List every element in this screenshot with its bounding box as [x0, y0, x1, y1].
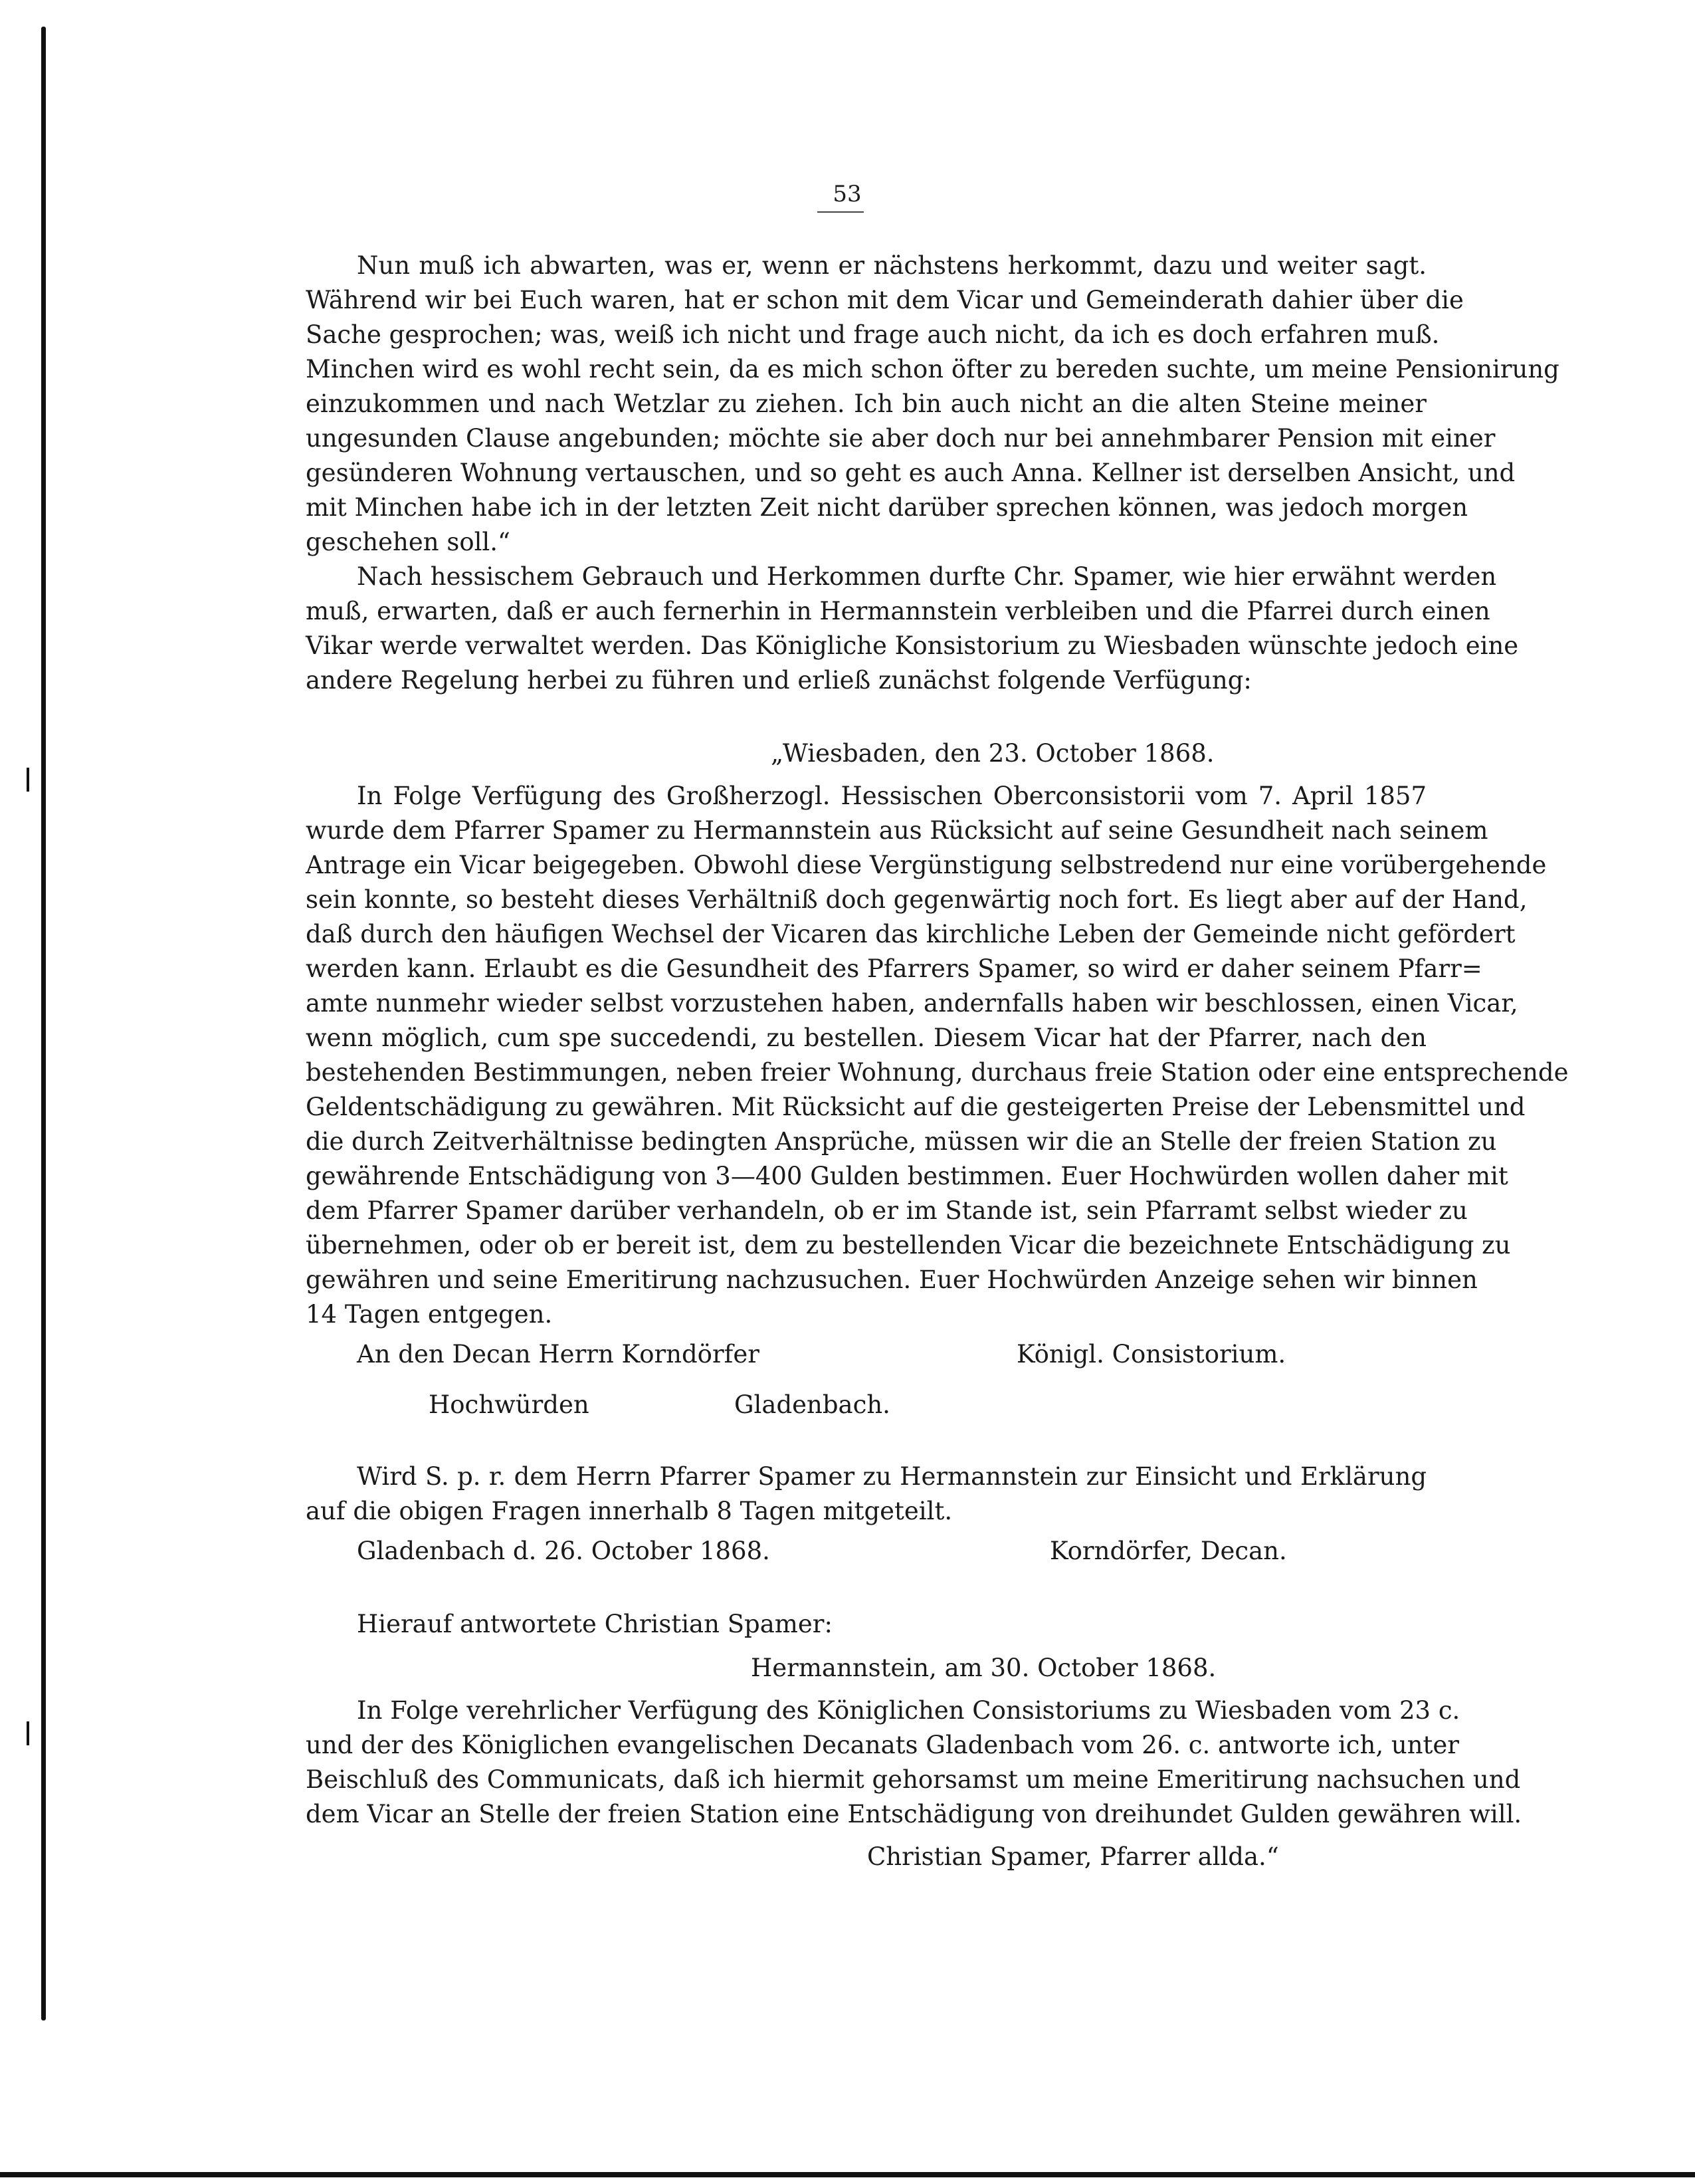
reply-intro: Hierauf antwortete Christian Spamer:: [357, 1610, 833, 1638]
text-line: In Folge Verfügung des Großherzogl. Hessischen Oberconsistorii vom 7. April 1857: [357, 782, 1427, 810]
text-line: dem Pfarrer Spamer darüber verhandeln, ob er im Stande ist, sein Pfarramt selbst wieder zu: [306, 1196, 1468, 1225]
text-line: 14 Tagen entgegen.: [306, 1300, 553, 1329]
text-line: andere Regelung herbei zu führen und erließ zunächst folgende Verfügung:: [306, 666, 1252, 695]
text-line: Beischluß des Communicats, daß ich hiermit gehorsamst um meine Emeritirung nachsuchen und: [306, 1765, 1521, 1794]
address-line: Hochwürden: [429, 1390, 589, 1419]
text-line: Minchen wird es wohl recht sein, da es mich schon öfter zu bereden suchte, um meine Pensionirung: [306, 355, 1559, 383]
text-line: Vikar werde verwaltet werden. Das Königliche Konsistorium zu Wiesbaden wünschte jedoch eine: [306, 631, 1519, 660]
text-line: daß durch den häufigen Wechsel der Vicaren das kirchliche Leben der Gemeinde nicht gefördert: [306, 920, 1516, 948]
text-line: geschehen soll.“: [306, 528, 510, 556]
scan-bottom-edge: [0, 2172, 1695, 2177]
text-line: auf die obigen Fragen innerhalb 8 Tagen mitgeteilt.: [306, 1497, 953, 1525]
text-line: mit Minchen habe ich in der letzten Zeit nicht darüber sprechen können, was jedoch morgen: [306, 493, 1468, 522]
text-line: muß, erwarten, daß er auch fernerhin in Hermannstein verbleiben und die Pfarrei durch einen: [306, 597, 1490, 625]
text-line: ungesunden Clause angebunden; möchte sie aber doch nur bei annehmbarer Pension mit einer: [306, 424, 1496, 453]
text-line: Nach hessischem Gebrauch und Herkommen durfte Chr. Spamer, wie hier erwähnt werden: [357, 562, 1497, 591]
address-place: Gladenbach.: [734, 1390, 890, 1419]
text-line: gesünderen Wohnung vertauschen, und so geht es auch Anna. Kellner ist derselben Ansicht, und: [306, 459, 1516, 487]
text-line: Während wir bei Euch waren, hat er schon mit dem Vicar und Gemeinderath dahier über die: [306, 286, 1464, 314]
text-line: und der des Königlichen evangelischen Decanats Gladenbach vom 26. c. antworte ich, unter: [306, 1731, 1459, 1759]
text-line: Antrage ein Vicar beigegeben. Obwohl diese Vergünstigung selbstredend nur eine vorübergehende: [306, 851, 1547, 879]
text-line: sein konnte, so besteht dieses Verhältniß doch gegenwärtig noch fort. Es liegt aber auf der Hand,: [306, 885, 1528, 914]
scan-mark: [27, 768, 29, 792]
text-line: wenn möglich, cum spe succedendi, zu bestellen. Diesem Vicar hat der Pfarrer, nach den: [306, 1024, 1427, 1052]
scan-binding-edge: [41, 27, 46, 2020]
text-line: werden kann. Erlaubt es die Gesundheit des Pfarrers Spamer, so wird er daher seinem Pfarr=: [306, 954, 1482, 983]
decree-heading: „Wiesbaden, den 23. October 1868.: [771, 739, 1215, 768]
signature-consistory: Königl. Consistorium.: [1017, 1340, 1286, 1368]
text-line: amte nunmehr wieder selbst vorzustehen haben, andernfalls haben wir beschlossen, einen Vicar,: [306, 989, 1518, 1018]
text-line: Wird S. p. r. dem Herrn Pfarrer Spamer zu Hermannstein zur Einsicht und Erklärung: [357, 1462, 1427, 1491]
text-line: übernehmen, oder ob er bereit ist, dem zu bestellenden Vicar die bezeichnete Entschädigung zu: [306, 1231, 1511, 1259]
reply-heading: Hermannstein, am 30. October 1868.: [751, 1654, 1217, 1682]
text-line: einzukommen und nach Wetzlar zu ziehen. Ich bin auch nicht an die alten Steine meiner: [306, 389, 1427, 418]
text-line: In Folge verehrlicher Verfügung des Königlichen Consistoriums zu Wiesbaden vom 23 c.: [357, 1696, 1460, 1725]
scan-mark: [27, 1721, 29, 1745]
text-line: wurde dem Pfarrer Spamer zu Hermannstein aus Rücksicht auf seine Gesundheit nach seinem: [306, 816, 1488, 845]
text-line: Sache gesprochen; was, weiß ich nicht und frage auch nicht, da ich es doch erfahren muß.: [306, 320, 1440, 349]
forward-place-date: Gladenbach d. 26. October 1868.: [357, 1537, 770, 1565]
text-line: gewähren und seine Emeritirung nachzusuchen. Euer Hochwürden Anzeige sehen wir binnen: [306, 1265, 1478, 1294]
text-line: Nun muß ich abwarten, was er, wenn er nächstens herkommt, dazu und weiter sagt.: [357, 251, 1427, 280]
address-line: An den Decan Herrn Korndörfer: [357, 1340, 759, 1368]
forward-signature: Korndörfer, Decan.: [1050, 1537, 1287, 1565]
text-line: gewährende Entschädigung von 3—400 Gulden bestimmen. Euer Hochwürden wollen daher mit: [306, 1162, 1508, 1190]
text-line: dem Vicar an Stelle der freien Station eine Entschädigung von dreihundet Gulden gewähren will.: [306, 1800, 1522, 1828]
page-number: 53: [833, 181, 862, 207]
reply-signature: Christian Spamer, Pfarrer allda.“: [867, 1842, 1279, 1871]
text-line: bestehenden Bestimmungen, neben freier Wohnung, durchaus freie Station oder eine entsprechende: [306, 1058, 1569, 1087]
page-number-rule: [817, 211, 864, 213]
text-line: Geldentschädigung zu gewähren. Mit Rücksicht auf die gesteigerten Preise der Lebensmittel und: [306, 1093, 1526, 1121]
text-line: die durch Zeitverhältnisse bedingten Ansprüche, müssen wir die an Stelle der freien Station zu: [306, 1127, 1497, 1156]
